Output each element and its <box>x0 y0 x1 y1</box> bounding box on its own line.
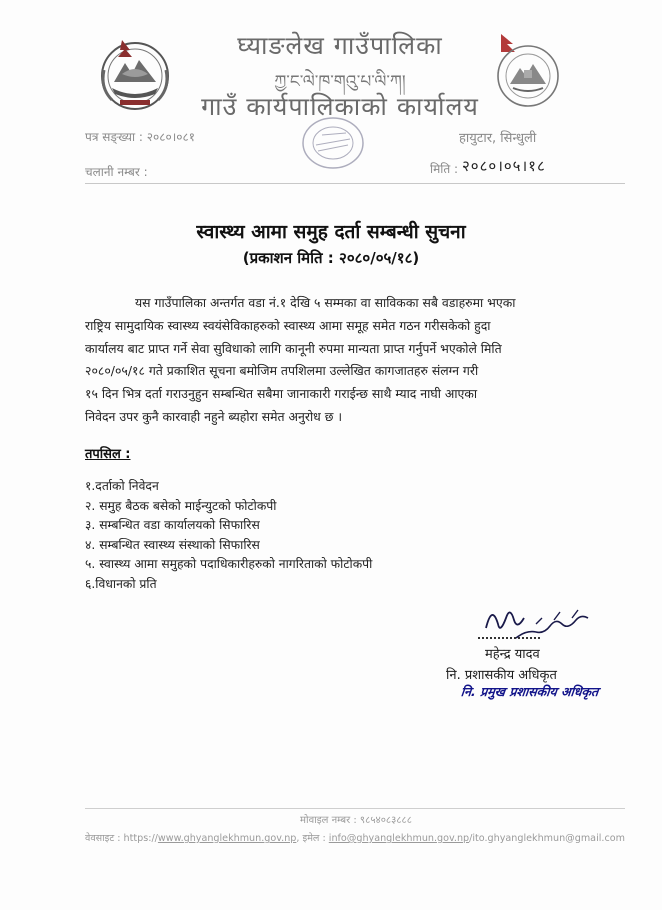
signer-designation: नि. प्रशासकीय अधिकृत <box>446 668 557 683</box>
body-line: १५ दिन भित्र दर्ता गराउनुहुन सम्बन्धित सबैमा जानाकारी गराईन्छ साथै म्याद नाघी आएका <box>85 386 478 402</box>
body-line: यस गाउँपालिका अन्तर्गत वडा नं.१ देखि ५ सम्मका वा साविकका सबै वडाहरुमा भएका <box>135 295 516 310</box>
footer-contact <box>85 831 625 844</box>
office-location: हायुटार, सिन्धुली <box>459 131 537 146</box>
body-line: निवेदन उपर कुनै कारवाही नहुने ब्यहोरा समेत अनुरोध छ । <box>85 408 343 424</box>
date-label: मिति : <box>430 162 459 176</box>
notice-title: स्वास्थ्य आमा समुह दर्ता सम्बन्धी सुचना <box>196 221 466 243</box>
signature-line <box>478 637 540 639</box>
list-item: २. समुह बैठक बसेको माईन्युटको फोटोकपी <box>85 498 277 513</box>
dispatch-number: चलानी नम्बर : <box>85 165 148 179</box>
required-documents-list <box>85 477 372 594</box>
details-heading: तपसिल : <box>85 447 131 462</box>
body-line: राष्ट्रिय सामुदायिक स्वास्थ्य स्वयंसेविकाहरुको स्वास्थ्य आमा समूह समेत गठन गरीसकेको हुदा <box>85 317 491 333</box>
signer-name: महेन्द्र यादव <box>485 647 540 662</box>
letter-date: २०८०।०५।१८ <box>462 157 546 175</box>
publication-date: (प्रकाशन मिति : २०८०/०५/१८) <box>242 249 420 267</box>
body-line: २०८०/०५/१८ गते प्रकाशित सूचना बमोजिम तपशिलमा उल्लेखित कागजातहरु संलग्न गरी <box>85 363 479 379</box>
designation-stamp: नि. प्रमुख प्रशासकीय अधिकृत <box>460 684 600 699</box>
municipality-name: घ्याङलेख गाउँपालिका <box>237 31 443 60</box>
header-divider <box>85 183 625 184</box>
notice-body <box>85 292 633 429</box>
website-label: वेवसाइट : https:// <box>85 833 158 844</box>
email-alt: /ito.ghyanglekhmun@gmail.com <box>469 833 625 844</box>
list-item: ३. सम्बन्धित वडा कार्यालयको सिफारिस <box>85 518 260 532</box>
nepal-emblem-icon <box>92 30 178 116</box>
list-item: ४. सम्बन्धित स्वास्थ्य संस्थाको सिफारिस <box>85 537 260 552</box>
email-link[interactable]: info@ghyanglekhmun.gov.np <box>328 833 470 844</box>
municipality-logo-icon <box>493 30 563 110</box>
footer-divider <box>85 808 625 809</box>
office-seal-icon <box>300 115 366 171</box>
municipality-name-tibetan: ཀྱ་ང་ལེ་ཁ་གའུ་པ་ལི་ཀ། <box>274 72 406 92</box>
office-name: गाउँ कार्यपालिकाको कार्यालय <box>201 92 479 121</box>
list-item: ५. स्वास्थ्य आमा समुहको पदाधिकारीहरुको नागरिताको फोटोकपी <box>85 557 373 571</box>
footer-mobile: मोवाइल नम्बर : ९८५४०८३८८८ <box>300 815 412 826</box>
website-link[interactable]: www.ghyanglekhmun.gov.np <box>157 833 297 844</box>
handwritten-signature-icon <box>476 598 606 648</box>
email-label: , इमेल : <box>296 833 329 844</box>
body-line: कार्यालय बाट प्राप्त गर्ने सेवा सुविधाको लागि कानूनी रुपमा मान्यता प्राप्त गर्नुपर्ने भएकोले मिति <box>85 340 502 356</box>
list-item: ६.विधानको प्रति <box>85 576 157 591</box>
list-item: १.दर्ताको निवेदन <box>85 479 159 493</box>
letter-reference-number: पत्र सङ्ख्या : २०८०।०८१ <box>85 130 195 144</box>
